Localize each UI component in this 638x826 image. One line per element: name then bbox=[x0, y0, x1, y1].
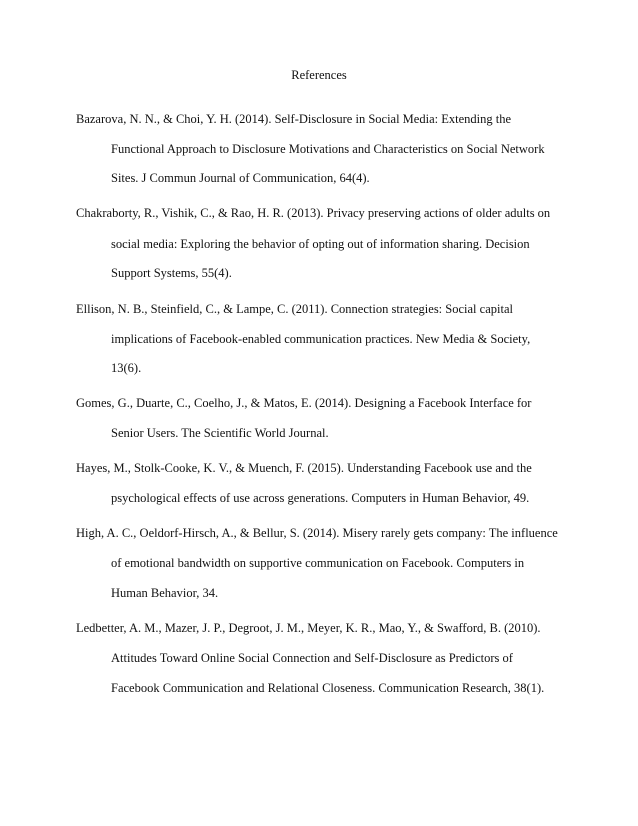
reference-line: Human Behavior, 34. bbox=[111, 586, 219, 600]
reference-line: Sites. J Commun Journal of Communication, 64(4). bbox=[111, 171, 370, 185]
reference-line: Facebook Communication and Relational Closeness. Communication Research, 38(1). bbox=[111, 681, 545, 695]
reference-line: Attitudes Toward Online Social Connection and Self-Disclosure as Predictors of bbox=[111, 651, 513, 665]
reference-line: Ledbetter, A. M., Mazer, J. P., Degroot, J. M., Meyer, K. R., Mao, Y., & Swafford, B. (2010). bbox=[76, 621, 541, 635]
reference-line: psychological effects of use across generations. Computers in Human Behavior, 49. bbox=[111, 491, 530, 505]
reference-line: Support Systems, 55(4). bbox=[111, 266, 232, 280]
reference-line: Ellison, N. B., Steinfield, C., & Lampe, C. (2011). Connection strategies: Social capital bbox=[76, 302, 513, 316]
reference-line: of emotional bandwidth on supportive communication on Facebook. Computers in bbox=[111, 556, 525, 570]
reference-line: Bazarova, N. N., & Choi, Y. H. (2014). Self-Disclosure in Social Media: Extending the bbox=[76, 112, 511, 126]
reference-line: 13(6). bbox=[111, 361, 142, 375]
reference-line: Gomes, G., Duarte, C., Coelho, J., & Matos, E. (2014). Designing a Facebook Interface for bbox=[76, 396, 532, 410]
reference-line: social media: Exploring the behavior of opting out of information sharing. Decision bbox=[111, 237, 530, 251]
reference-line: Chakraborty, R., Vishik, C., & Rao, H. R. (2013). Privacy preserving actions of older adults on bbox=[76, 206, 551, 220]
reference-line: Functional Approach to Disclosure Motivations and Characteristics on Social Network bbox=[111, 142, 545, 156]
reference-line: Hayes, M., Stolk-Cooke, K. V., & Muench, F. (2015). Understanding Facebook use and the bbox=[76, 461, 532, 475]
reference-line: implications of Facebook-enabled communication practices. New Media & Society, bbox=[111, 332, 531, 346]
reference-line: High, A. C., Oeldorf-Hirsch, A., & Bellur, S. (2014). Misery rarely gets company: The influence bbox=[76, 526, 558, 540]
reference-line: Senior Users. The Scientific World Journal. bbox=[111, 426, 329, 440]
page-title: References bbox=[291, 68, 347, 82]
